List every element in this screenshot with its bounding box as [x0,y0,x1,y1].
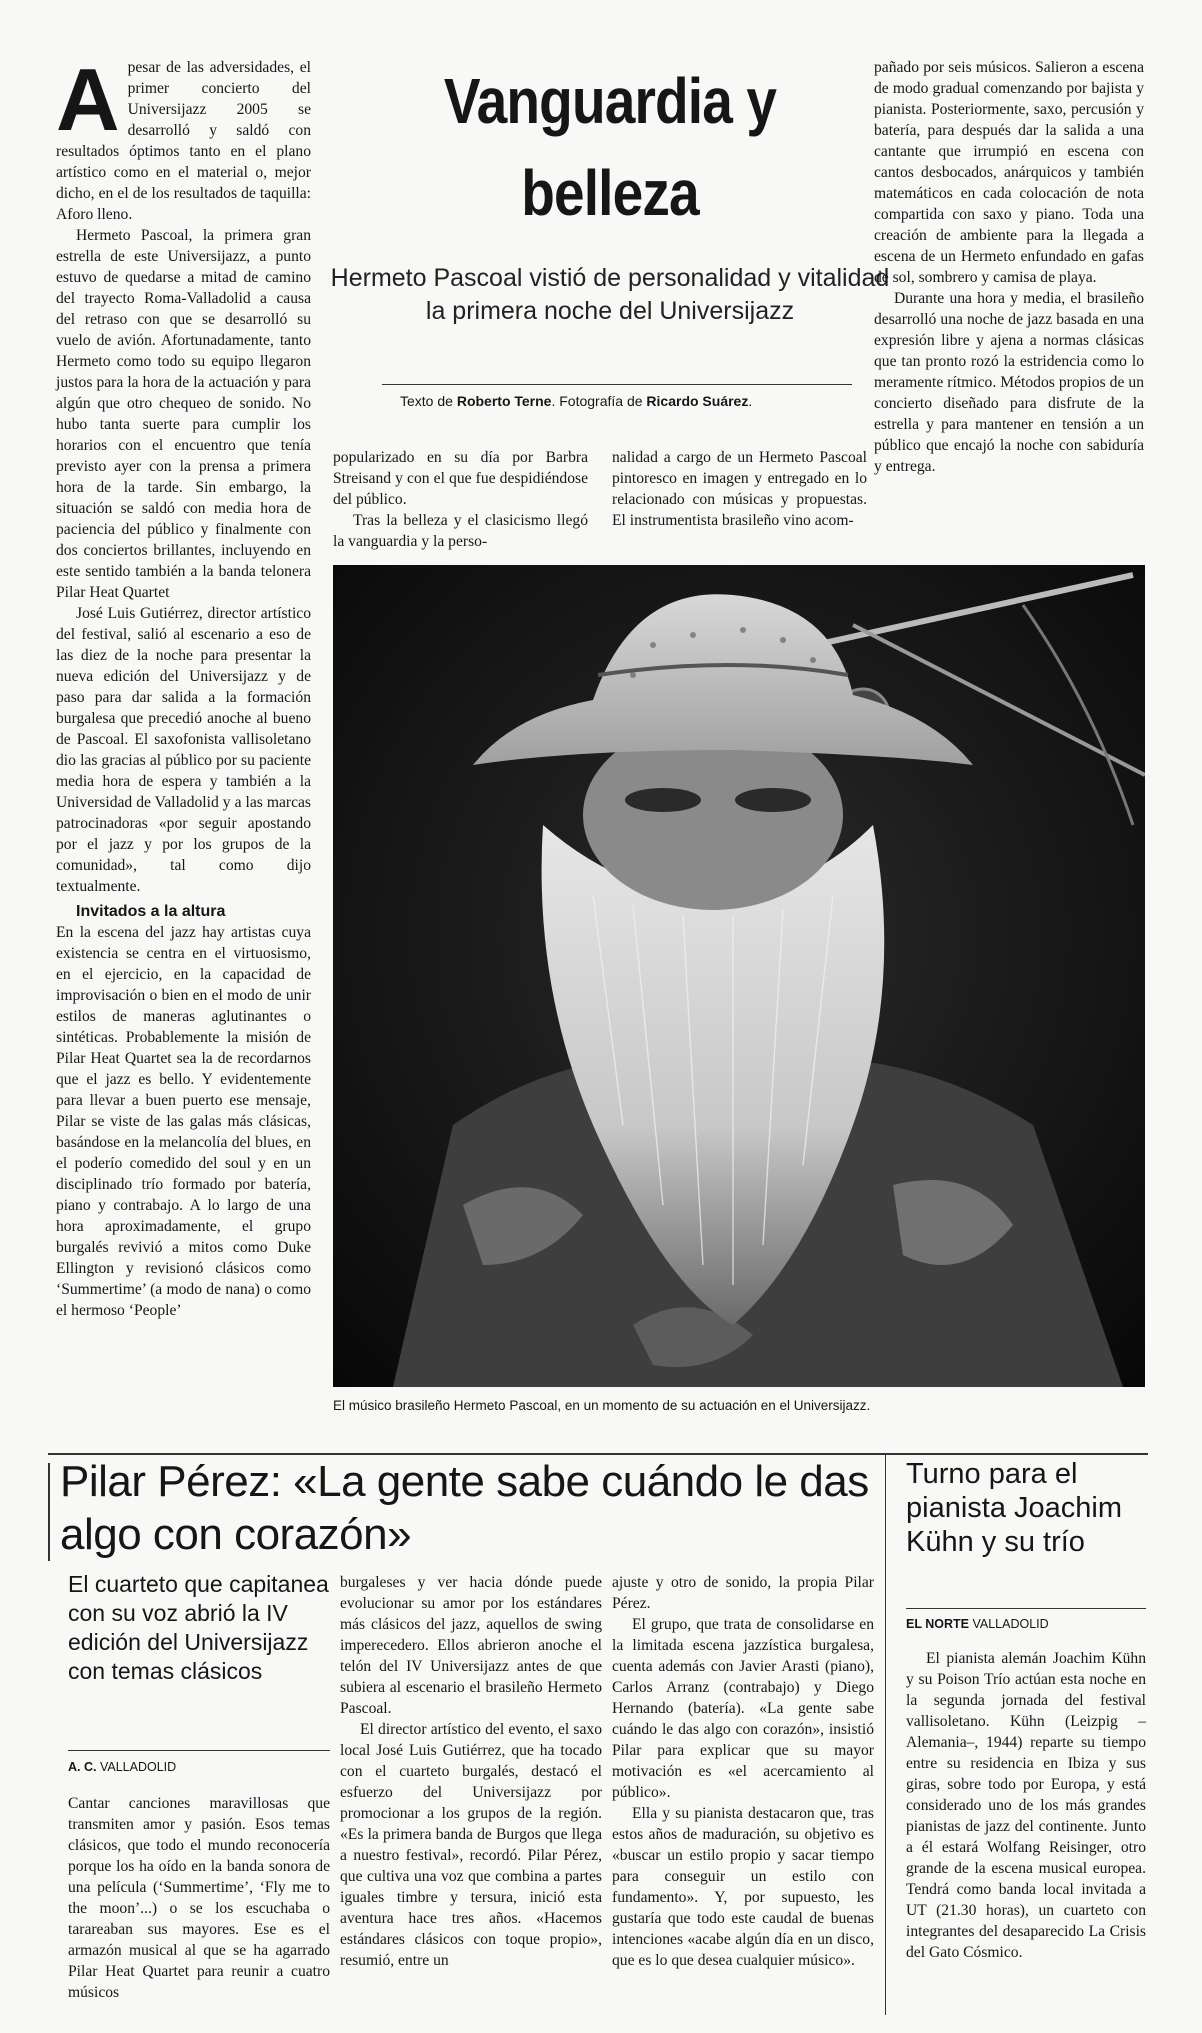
byline-credit: Texto de Roberto Terne. Fotografía de Ricardo Suárez. [400,393,753,409]
body-paragraph: ajuste y otro de sonido, la propia Pilar Pérez. [612,1574,874,1612]
pilar-deck: El cuarteto que capitanea con su voz abrió la IV edición del Universijazz con temas clásicos [68,1571,329,1684]
main-col-3 [612,447,867,531]
main-col-2 [333,447,588,552]
body-paragraph: El pianista alemán Joachim Kühn y su Poison Trío actúan esta noche en la segunda jornada del festival vallisoletano. Kühn (Leizpig –Alemania–, 1944) reparte su tiempo entre su residencia en Ibiza y sus giras, sobre todo por Europa, y está considerado uno de los más grandes pianistas de jazz del continente. Junto a él estará Wolfang Reisinger, otro grande de la escena musical europea. Tendrá como banda local invitada a UT (21.30 horas), un cuarteto con integrantes del desaparecido La Crisis del Gato Cósmico. [906,1650,1146,1961]
musician-photo [333,565,1145,1387]
divider [68,1750,330,1751]
body-paragraph: El director artístico del evento, el saxo local José Luis Gutiérrez, que ha tocado con el cuarteto burgalés, destacó el esfuerzo del Universijazz por promocionar a los grupos de la región. «Es la primera banda de Burgos que llega a nuestro festival», recordó. Pilar Pérez, que cultiva una voz que combina a partes iguales timbre y tersura, inició esta aventura hace tres años. «Hacemos estándares clásicos con toque propio», resumió, entre un [340,1721,602,1969]
pilar-byline: A. C. VALLADOLID [68,1760,177,1774]
turno-byline: EL NORTE VALLADOLID [906,1617,1049,1631]
body-paragraph: burgaleses y ver hacia dónde puede evolucionar su amor por los estándares más clásicos del jazz, aquellos de swing imperecedero. Ellos abrieron anoche el telón del IV Universijazz antes de que subiera al escenario el brasileño Hermeto Pascoal. [340,1574,602,1717]
divider [382,384,852,385]
main-col-4 [874,57,1144,477]
musician-photo-illustration [333,565,1145,1387]
body-paragraph: popularizado en su día por Barbra Streisand y con el que fue despidiéndose del público. [333,449,588,508]
main-subhead: Hermeto Pascoal vistió de personalidad y vitalidad la primera noche del Universijazz [330,264,890,325]
body-paragraph: En la escena del jazz hay artistas cuya existencia se centra en el virtuosismo, en el ejercicio, en la capacidad de improvisación o bien en el modo de unir estilos de maneras aglutinantes o sintéticas. Probablemente la misión de Pilar Heat Quartet sea la de recordarnos que el jazz es bello. Y evidentemente para llevar a buen puerto ese mensaje, Pilar se viste de las galas más clásicas, basándose en la melancolía del blues, en el poderío comedido del soul y en un disciplinado trío formado por batería, piano y contrabajo. A lo largo de una hora aproximadamente, el grupo burgalés revivió a mitos como Duke Ellington y revisionó clásicos como ‘Summertime’ (a modo de nana) o como el hermoso ‘People’ [56,924,311,1319]
photographer-name: Ricardo Suárez [646,393,749,409]
body-paragraph: Ella y su pianista destacaron que, tras estos años de maduración, su objetivo es «buscar un estilo propio y sacar tiempo para conseguir un estilo con fundamento». Y, por supuesto, les gustaría que todo este caudal de buenas intenciones «acabe algún día en un disco, que es lo que desea cualquier músico». [612,1805,874,1969]
body-paragraph: Tras la belleza y el clasicismo llegó la vanguardia y la perso- [333,512,588,550]
pilar-col-3 [612,1572,874,1971]
author-name: Roberto Terne [456,393,552,409]
pilar-headline: Pilar Pérez: «La gente sabe cuándo le das algo con corazón» [60,1457,869,1559]
body-paragraph: El grupo, que trata de consolidarse en la limitada escena jazzística burgalesa, cuenta además con Javier Arasti (piano), Carlos Arranz (contrabajo) y Diego Hernando (batería). «La gente sabe cuándo le das algo con corazón», insistió Pilar para explicar que su mayor motivación es «el acercamiento al público». [612,1616,874,1801]
body-paragraph: José Luis Gutiérrez, director artístico del festival, salió al escenario a eso de las diez de la noche para presentar la nueva edición del Universijazz y de paso para dar salida a la formación burgalesa que precedió anoche al bueno de Pascoal. El saxofonista vallisoletano dio las gracias al público por su paciente media hora de espera y también a la Universidad de Valladolid y a las marcas patrocinadoras «por seguir apostando por el jazz y por los grupos de la comunidad», tal como dijo textualmente. [56,605,311,895]
divider [906,1608,1146,1609]
drop-cap: A [56,50,120,149]
column-divider [885,1455,886,2015]
intro-paragraph: Apesar de las adversidades, el primer concierto del Universijazz 2005 se desarrolló y saldó con resultados óptimos tanto en el plano artístico como en el material o, mejor dicho, en el de los resultados de taquilla: Aforo lleno. [56,50,311,223]
pilar-col-2 [340,1572,602,1971]
section-subhead: Invitados a la altura [76,903,226,920]
body-paragraph: Cantar canciones maravillosas que transmiten amor y pasión. Esos temas clásicos, que todo el mundo reconocería porque los ha oído en la banda sonora de una película (‘Summertime’, ‘Fly me to the moon’...) o se los escuchaba o tarareaban sus mayores. Ese es el armazón musical al que se ha agarrado Pilar Heat Quartet para reunir a cuatro músicos [68,1795,330,2001]
turno-headline: Turno para el pianista Joachim Kühn y su trío [906,1458,1122,1558]
headline-accent-bar [48,1463,50,1561]
photo-caption: El músico brasileño Hermeto Pascoal, en un momento de su actuación en el Universijazz. [333,1398,871,1413]
body-paragraph: Durante una hora y media, el brasileño desarrolló una noche de jazz basada en una expresión libre y ajena a normas clásicas que tan pronto rozó la estridencia como lo meramente rítmico. Métodos propios de un concierto diseñado para disfrute de la estrella y para mantener en tensión a un público que encajó la noche con sabiduría y entrega. [874,290,1144,475]
main-headline: Vanguardia y belleza [443,65,777,229]
pilar-col-1 [68,1793,330,2003]
main-col-1 [56,50,311,1321]
body-paragraph: Hermeto Pascoal, la primera gran estrella de este Universijazz, a punto estuvo de quedarse a mitad de camino del trayecto Roma-Valladolid a causa del retraso con que se desarrolló su vuelo de avión. Afortunadamente, tanto Hermeto como todo su equipo llegaron justos para la hora de la actuación y para algún que otro chequeo de sonido. No hubo tanta suerte para cumplir los horarios con el encuentro que tenía previsto ayer con la prensa a primera hora de la tarde. Sin embargo, la situación se saldó con media hora de paciencia del público y finalmente con dos conciertos brillantes, incluyendo en este sentido también a la banda telonera Pilar Heat Quartet [56,227,311,601]
body-paragraph: nalidad a cargo de un Hermeto Pascoal pintoresco en imagen y entregado en lo relacionado con músicas y propuestas. El instrumentista brasileño vino acom- [612,449,867,529]
turno-col [906,1648,1146,1963]
body-paragraph: pañado por seis músicos. Salieron a escena de modo gradual comenzando por bajista y pianista. Posteriormente, saxo, percusión y batería, para después dar la salida a una cantante que irrumpió en escena con cantos desbocados, anárquicos y también matemáticos en cada colocación de nota compartida con saxo y piano. Toda una creación de ambiente para la llegada a escena de un Hermeto enfundado en gafas de sol, sombrero y camisa de playa. [874,59,1144,286]
